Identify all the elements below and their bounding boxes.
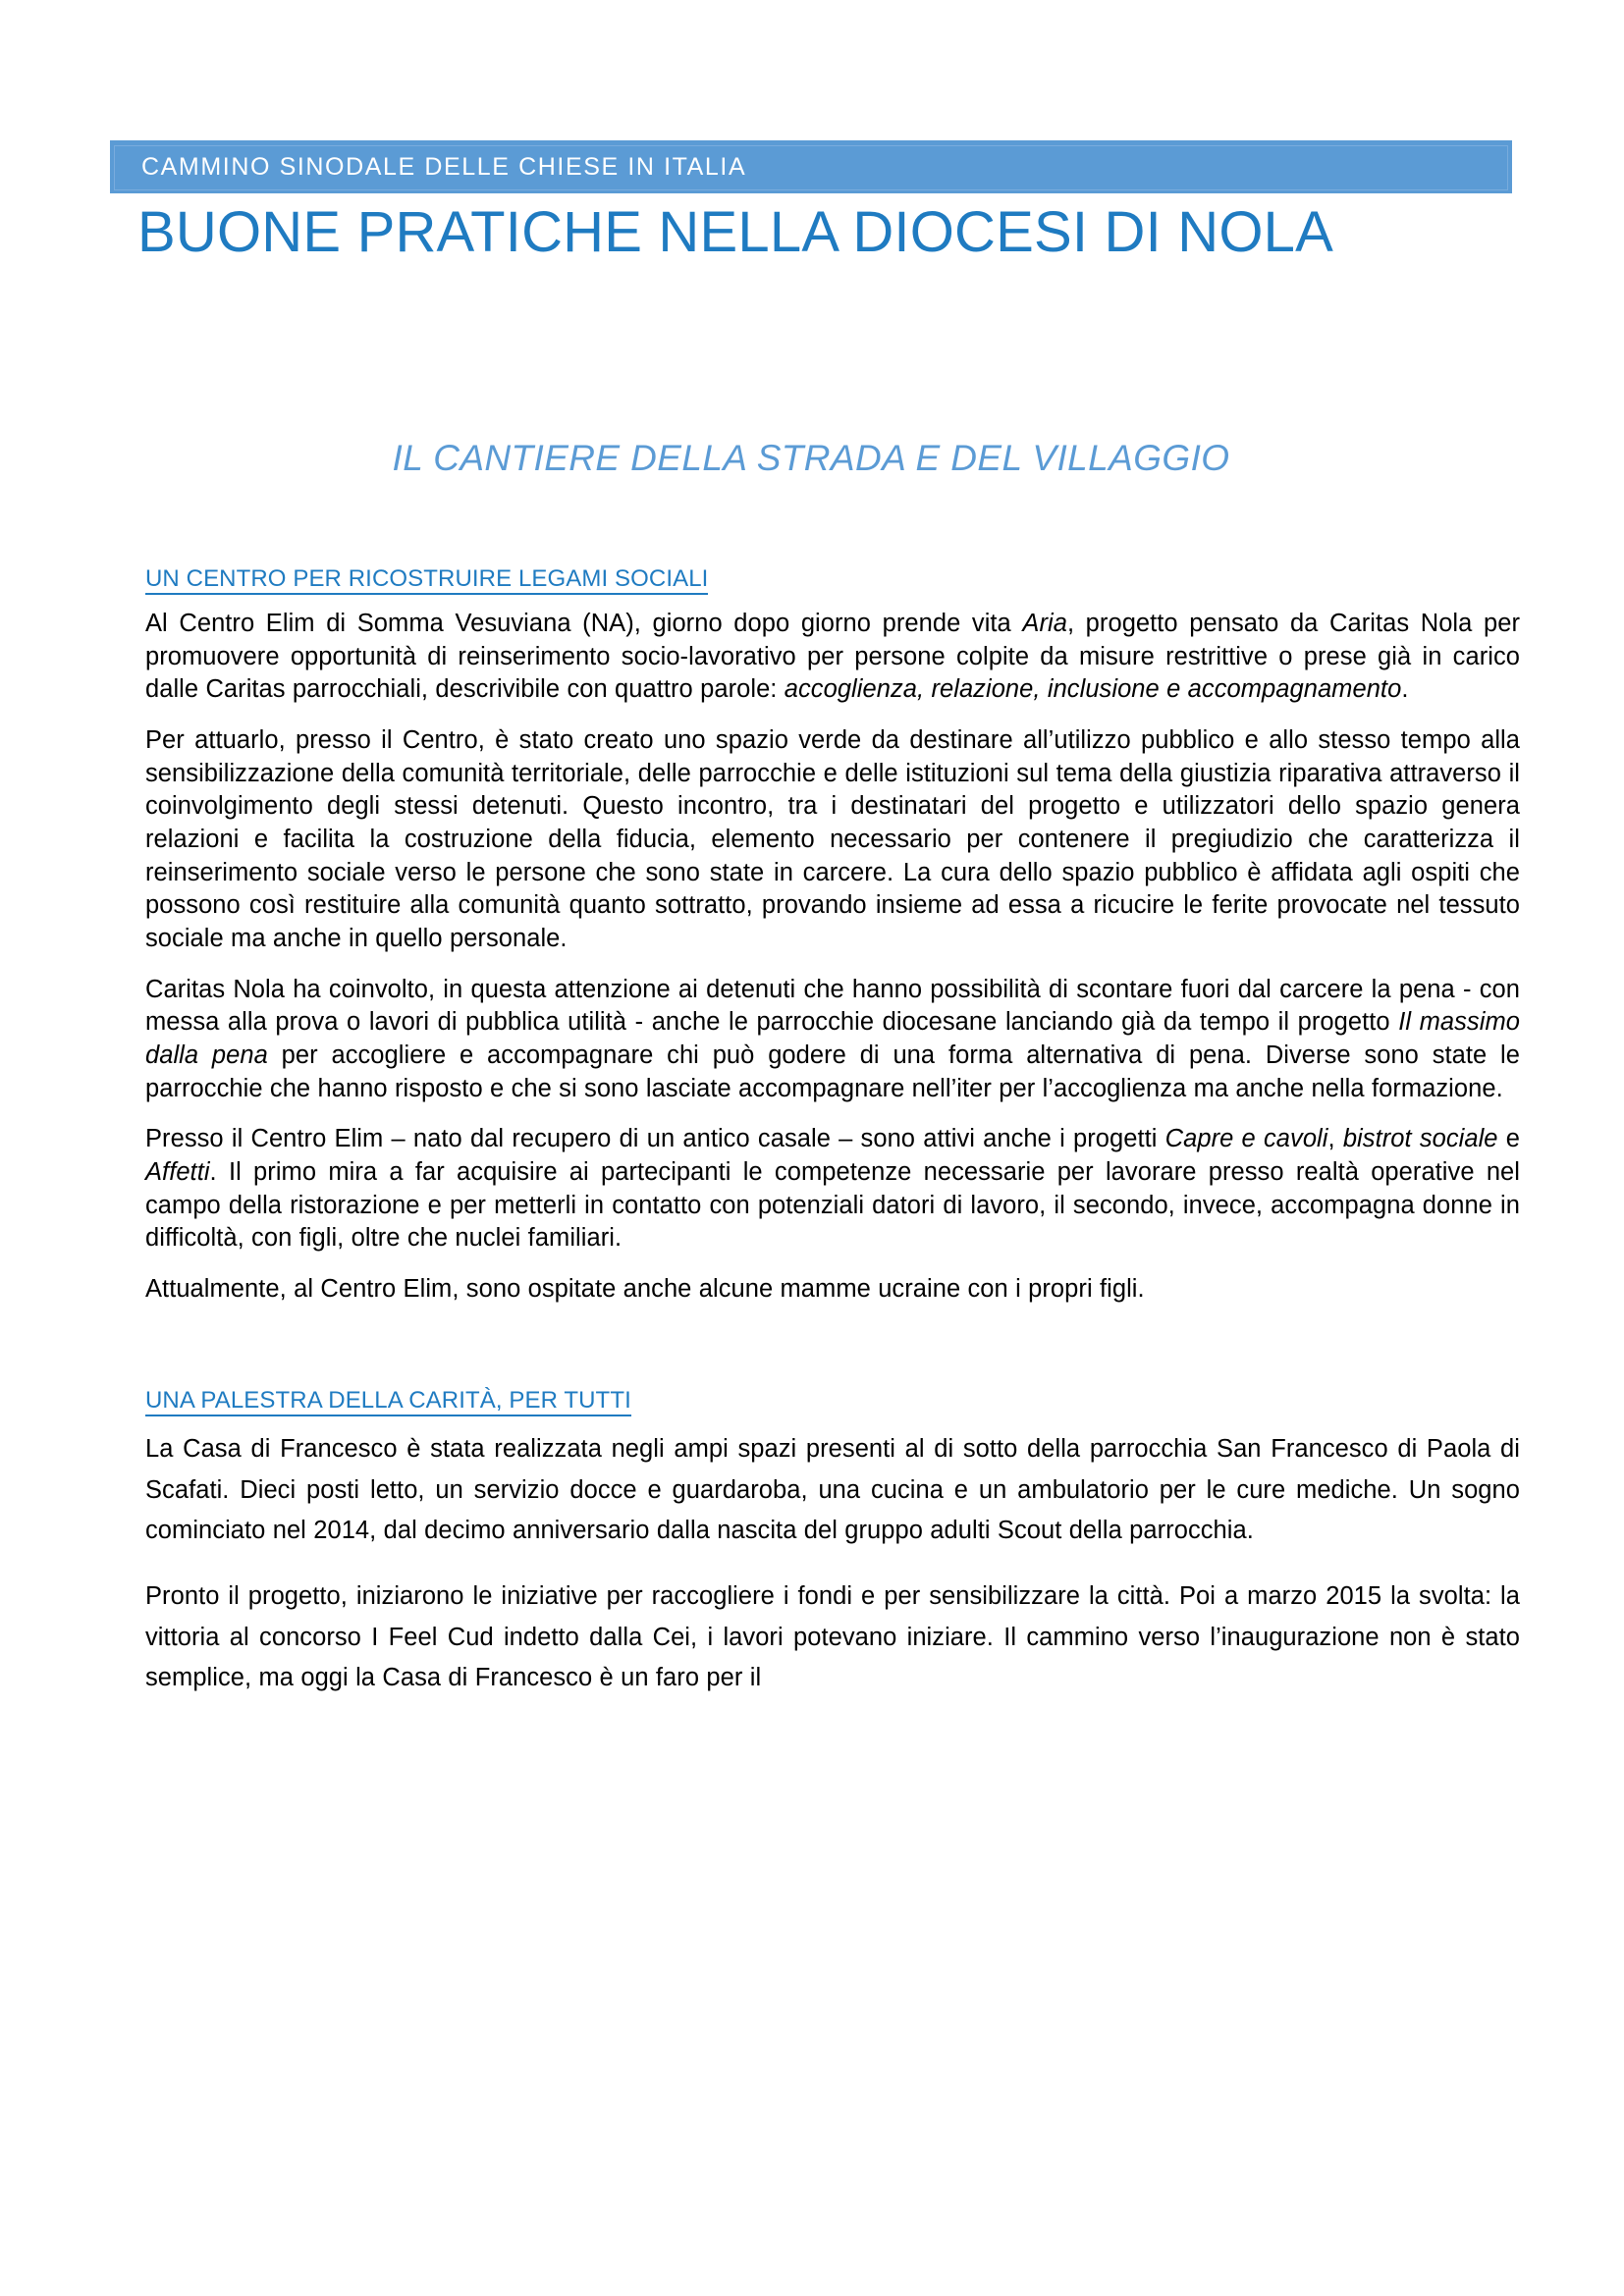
text-run: Attualmente, al Centro Elim, sono ospitate anche alcune mamme ucraine con i propri figli.: [145, 1274, 1145, 1303]
emphasis-run: bistrot sociale: [1342, 1125, 1498, 1153]
section-heading-label: UN CENTRO PER RICOSTRUIRE LEGAMI SOCIALI: [145, 565, 708, 595]
sections-container: [145, 564, 1520, 1698]
text-run: e: [1497, 1125, 1520, 1153]
body-paragraph: [145, 1123, 1520, 1255]
page-title: BUONE PRATICHE NELLA DIOCESI DI NOLA: [137, 200, 1333, 264]
section-heading-1: [145, 564, 1520, 594]
text-run: . Il primo mira a far acquisire ai partecipanti le competenze necessarie per lavorare presso realtà operative nel campo della ristorazione e per metterli in contatto con potenziali datori di lavoro, il secondo, invece, accompagna donne in difficoltà, con figli, oltre che nuclei familiari.: [145, 1157, 1520, 1253]
text-run: per accogliere e accompagnare chi può godere di una forma alternativa di pena. Diverse sono state le parrocchie che hanno risposto e che si sono lasciate accompagnare nell’iter per l’accoglienza ma anche nella formazione.: [145, 1041, 1520, 1102]
emphasis-run: Il massimo dalla pena: [145, 1008, 1520, 1069]
emphasis-run: Aria: [1022, 610, 1067, 637]
header-band: [110, 140, 1512, 193]
emphasis-run: Capre e cavoli: [1164, 1125, 1328, 1153]
body-paragraph: [145, 724, 1520, 956]
body-paragraph: [145, 1429, 1520, 1551]
text-run: La Casa di Francesco è stata realizzata negli ampi spazi presenti al di sotto della parrocchia San Francesco di Paola di Scafati. Dieci posti letto, un servizio docce e guardaroba, una cucina e un ambulatorio per le cure mediche. Un sogno cominciato nel 2014, dal decimo anniversario dalla nascita del gruppo adulti Scout della parrocchia.: [145, 1435, 1520, 1545]
section-heading-label: UNA PALESTRA DELLA CARITÀ, PER TUTTI: [145, 1387, 631, 1416]
text-run: Presso il Centro Elim – nato dal recupero di un antico casale – sono attivi anche i progetti: [145, 1125, 1165, 1153]
body-paragraph: [145, 1273, 1520, 1307]
emphasis-run: Affetti: [145, 1157, 210, 1186]
text-run: , progetto pensato da Caritas Nola per promuovere opportunità di reinserimento socio-lavorativo per persone colpite da misure restrittive o prese già in carico dalle Caritas parrocchiali, descrivibile con quattro parole:: [145, 610, 1520, 704]
body-paragraph: [145, 608, 1520, 707]
body-paragraph: [145, 974, 1520, 1106]
header-eyebrow-text: CAMMINO SINODALE DELLE CHIESE IN ITALIA: [141, 152, 747, 181]
page-subtitle: IL CANTIERE DELLA STRADA E DEL VILLAGGIO: [392, 438, 1230, 478]
section-heading-2: [145, 1386, 1520, 1415]
text-run: Al Centro Elim di Somma Vesuviana (NA), giorno dopo giorno prende vita: [145, 610, 1023, 637]
document-body: [145, 564, 1520, 1698]
text-run: ,: [1327, 1125, 1343, 1153]
body-paragraph: [145, 1576, 1520, 1698]
text-run: Caritas Nola ha coinvolto, in questa attenzione ai detenuti che hanno possibilità di scontare fuori dal carcere la pena - con messa alla prova o lavori di pubblica utilità - anche le parrocchie diocesane lanciando già da tempo il progetto: [145, 975, 1520, 1037]
emphasis-run: accoglienza, relazione, inclusione e accompagnamento: [784, 675, 1402, 704]
text-run: Per attuarlo, presso il Centro, è stato creato uno spazio verde da destinare all’utilizzo pubblico e allo stesso tempo alla sensibilizzazione della comunità territoriale, delle parrocchie e delle istituzioni sul tema della giustizia riparativa attraverso il coinvolgimento degli stessi detenuti. Questo incontro, tra i destinatari del progetto e utilizzatori dello spazio genera relazioni e facilita la costruzione della fiducia, elemento necessario per contenere il pregiudizio che caratterizza il reinserimento sociale verso le persone che sono state in carcere. La cura dello spazio pubblico è affidata agli ospiti che possono così restituire alla comunità quanto sottratto, provando insieme ad essa a ricucire le ferite provocate nel tessuto sociale ma anche in quello personale.: [145, 725, 1520, 952]
text-run: Pronto il progetto, iniziarono le iniziative per raccogliere i fondi e per sensibilizzare la città. Poi a marzo 2015 la svolta: la vittoria al concorso I Feel Cud indetto dalla Cei, i lavori potevano iniziare. Il cammino verso l’inaugurazione non è stato semplice, ma oggi la Casa di Francesco è un faro per il: [145, 1582, 1520, 1691]
section-spacer: [145, 1323, 1520, 1386]
text-run: .: [1401, 675, 1409, 704]
